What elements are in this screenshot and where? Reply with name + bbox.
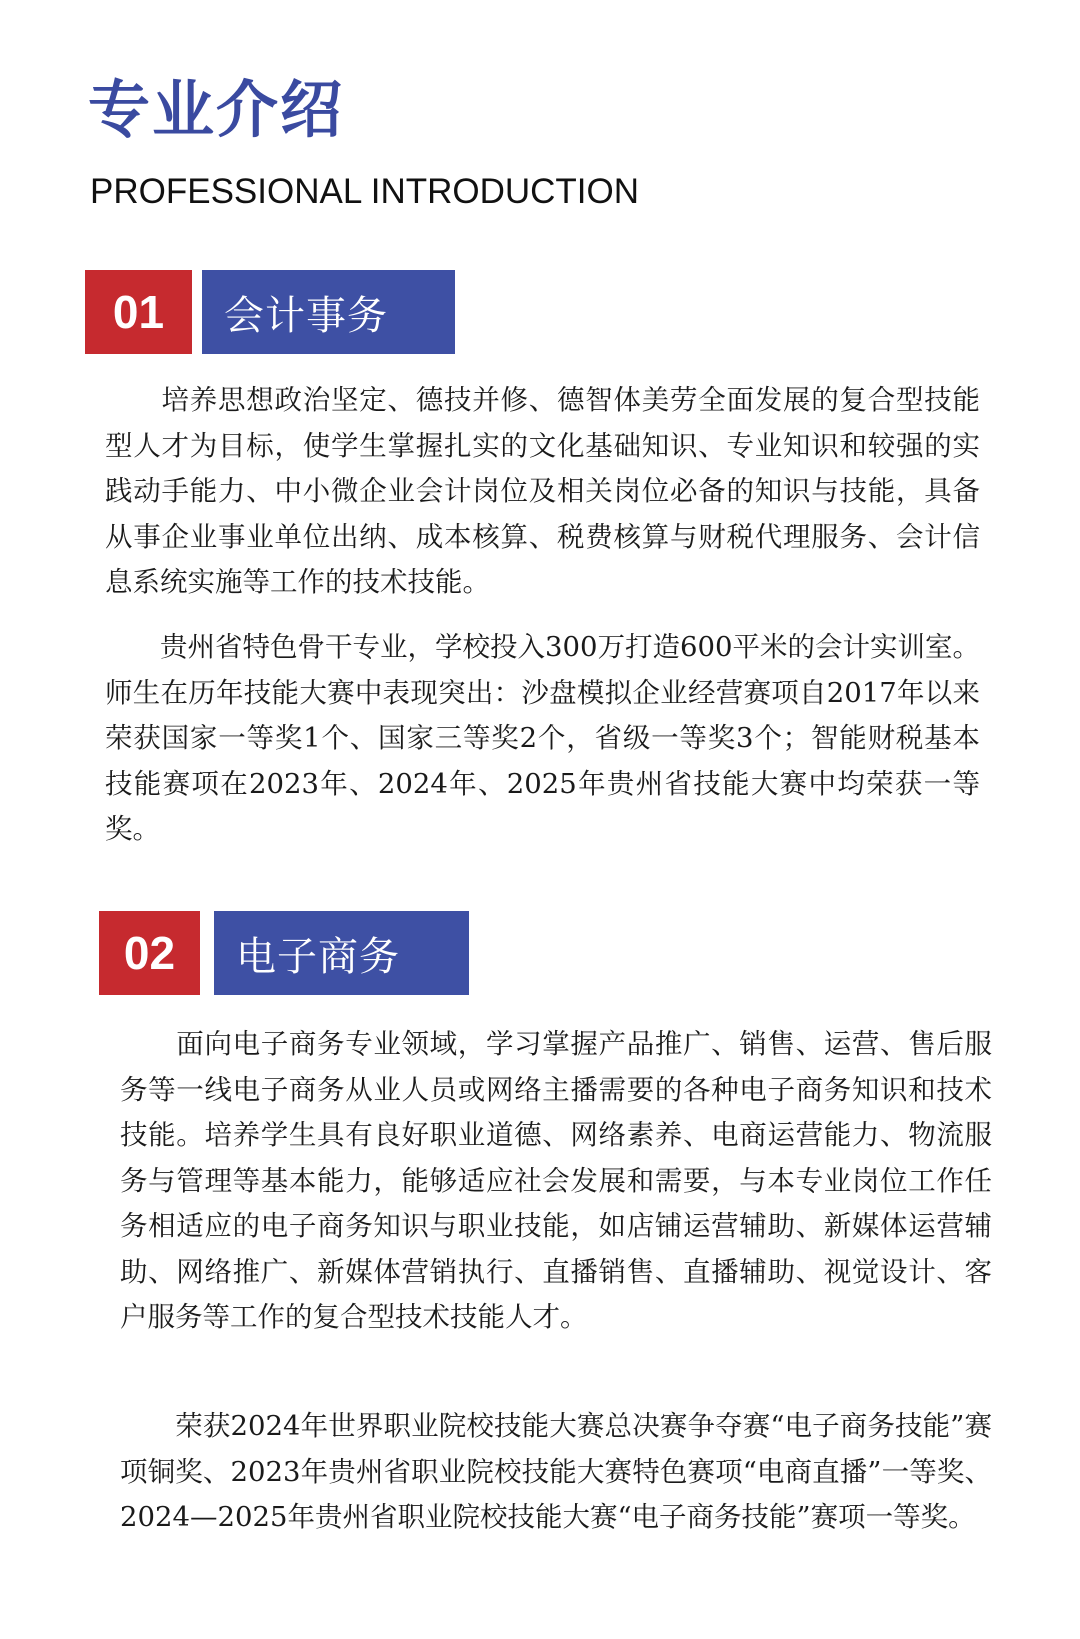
section-header xyxy=(85,270,455,354)
section-header xyxy=(99,911,469,995)
section-paragraph: 荣获2024年世界职业院校技能大赛总决赛争夺赛“电子商务技能”赛项铜奖、2023年贵州省职业院校技能大赛特色赛项“电商直播”一等奖、2024—2025年贵州省职业院校技能大赛“电子商务技能”赛项一等奖。 xyxy=(120,1410,992,1533)
section-paragraph: 面向电子商务专业领域，学习掌握产品推广、销售、运营、售后服务等一线电子商务从业人员或网络主播需要的各种电子商务知识和技术技能。培养学生具有良好职业道德、网络素养、电商运营能力、物流服务与管理等基本能力，能够适应社会发展和需要，与本专业岗位工作任务相适应的电子商务知识与职业技能，如店铺运营辅助、新媒体运营辅助、网络推广、新媒体营销执行、直播销售、直播辅助、视觉设计、客户服务等工作的复合型技术技能人才。 xyxy=(120,1028,992,1333)
page-subtitle: PROFESSIONAL INTRODUCTION xyxy=(90,172,640,211)
page-title: 专业介绍 xyxy=(88,73,345,146)
section-number-badge: 02 xyxy=(99,911,200,995)
section-title-bar: 电子商务 xyxy=(214,911,469,995)
section-paragraph: 培养思想政治坚定、德技并修、德智体美劳全面发展的复合型技能型人才为目标，使学生掌握扎实的文化基础知识、专业知识和较强的实践动手能力、中小微企业会计岗位及相关岗位必备的知识与技能，具备从事企业事业单位出纳、成本核算、税费核算与财税代理服务、会计信息系统实施等工作的技术技能。 xyxy=(105,384,980,598)
section-title-bar: 会计事务 xyxy=(202,270,455,354)
section-paragraph: 贵州省特色骨干专业，学校投入300万打造600平米的会计实训室。师生在历年技能大赛中表现突出：沙盘模拟企业经营赛项自2017年以来荣获国家一等奖1个、国家三等奖2个，省级一等奖3个；智能财税基本技能赛项在2023年、2024年、2025年贵州省技能大赛中均荣获一等奖。 xyxy=(105,631,980,845)
section-number-badge: 01 xyxy=(85,270,192,354)
